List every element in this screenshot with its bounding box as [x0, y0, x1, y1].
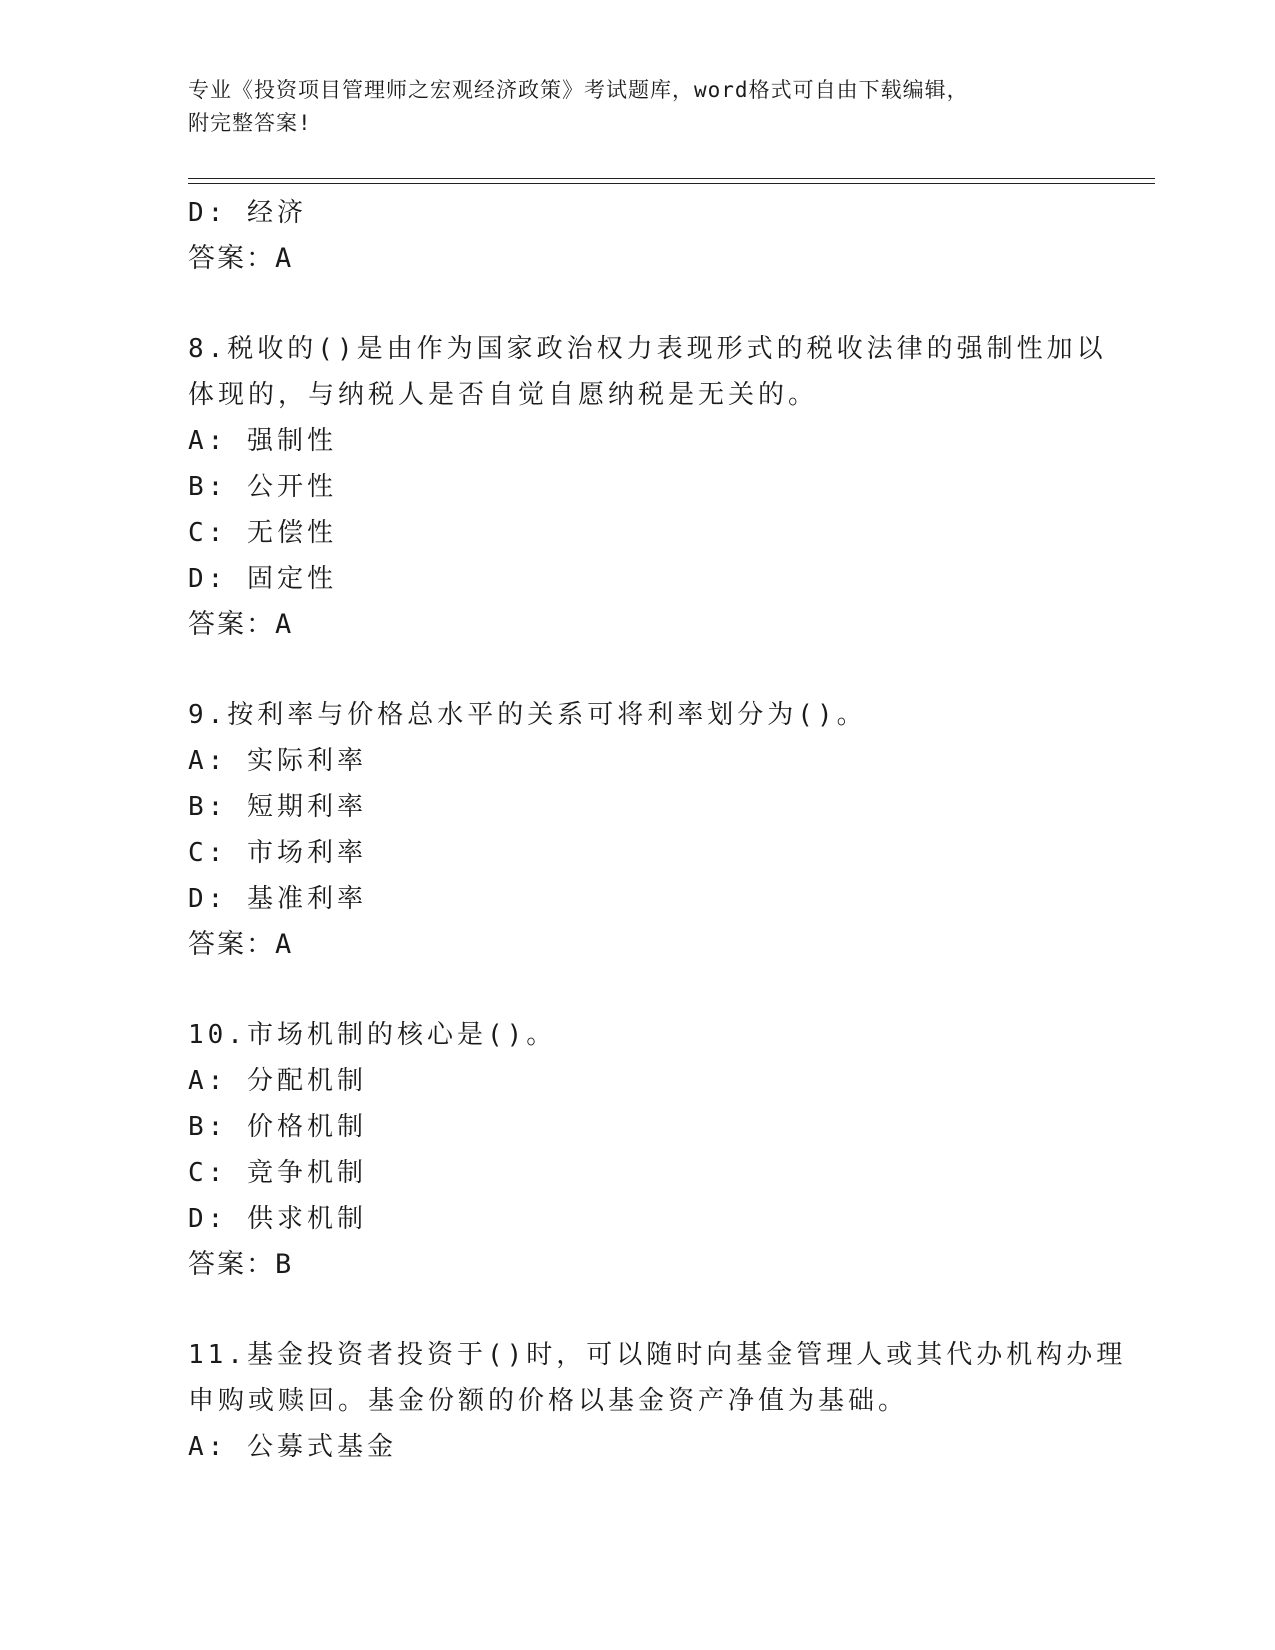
question-stem: 申购或赎回。基金份额的价格以基金资产净值为基础。 — [188, 1386, 909, 1416]
header-rule-bottom — [188, 183, 1155, 184]
question-10 — [188, 1012, 1128, 1288]
answer: 答案：A — [188, 609, 294, 640]
option-b: B: 价格机制 — [188, 1112, 367, 1142]
header-line-1: 专业《投资项目管理师之宏观经济政策》考试题库，word格式可自由下载编辑， — [188, 78, 969, 102]
question-stem: 10.市场机制的核心是()。 — [188, 1020, 557, 1050]
option-b: B: 公开性 — [188, 472, 337, 502]
question-stem: 9.按利率与价格总水平的关系可将利率划分为()。 — [188, 700, 867, 730]
option-c: C: 竞争机制 — [188, 1158, 367, 1188]
question-stem: 8.税收的()是由作为国家政治权力表现形式的税收法律的强制性加以 — [188, 334, 1107, 364]
answer: 答案：B — [188, 1249, 294, 1280]
question-8 — [188, 326, 1128, 648]
answer: 答案：A — [188, 929, 294, 960]
option-a: A: 实际利率 — [188, 746, 367, 776]
prev-answer: 答案：A — [188, 243, 294, 274]
option-a: A: 公募式基金 — [188, 1432, 397, 1462]
option-b: B: 短期利率 — [188, 792, 367, 822]
prev-option-d: D: 经济 — [188, 198, 307, 228]
option-d: D: 供求机制 — [188, 1204, 367, 1234]
option-c: C: 市场利率 — [188, 838, 367, 868]
document-header — [188, 74, 1068, 140]
question-9 — [188, 692, 1128, 968]
option-d: D: 固定性 — [188, 564, 337, 594]
question-list — [188, 190, 1128, 1470]
header-line-2: 附完整答案! — [188, 111, 312, 135]
option-d: D: 基准利率 — [188, 884, 367, 914]
header-rule-top — [188, 178, 1155, 179]
option-a: A: 分配机制 — [188, 1066, 367, 1096]
option-a: A: 强制性 — [188, 426, 337, 456]
question-stem: 体现的，与纳税人是否自觉自愿纳税是无关的。 — [188, 380, 819, 410]
option-c: C: 无偿性 — [188, 518, 337, 548]
question-11 — [188, 1332, 1128, 1470]
question-stem: 11.基金投资者投资于()时，可以随时向基金管理人或其代办机构办理 — [188, 1340, 1127, 1370]
